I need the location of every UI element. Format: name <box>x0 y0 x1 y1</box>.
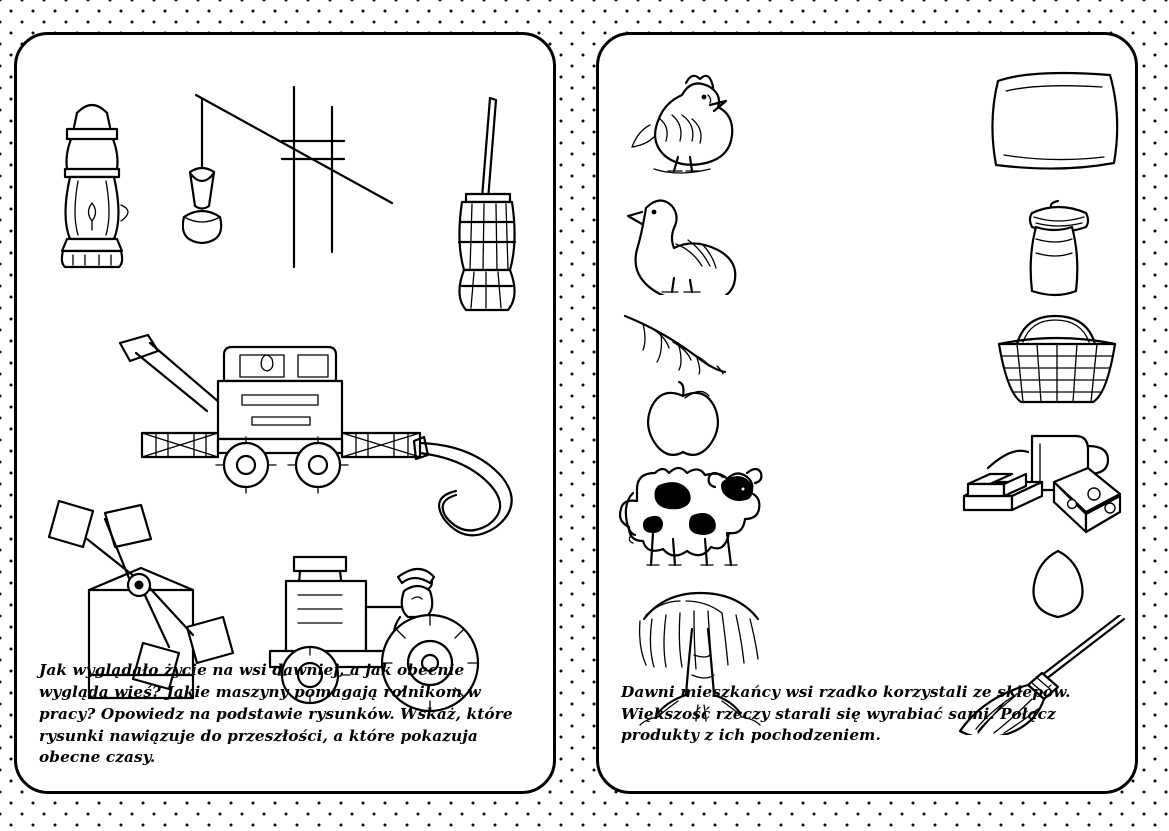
cow-illustration <box>619 455 769 575</box>
egg-illustration <box>1024 545 1094 625</box>
apple-illustration <box>639 380 729 460</box>
pillow-illustration <box>984 63 1124 181</box>
worksheet-panel-left <box>14 32 556 794</box>
wicker-basket-illustration <box>989 310 1124 415</box>
sickle-illustration <box>412 435 542 545</box>
well-sweep-illustration <box>182 77 407 287</box>
butter-milk-cheese-illustration <box>954 420 1124 535</box>
caption-right: Dawni mieszkańcy wsi rzadko korzystali ze sklepów. Większość rzeczy starali się wyrabiać sami. Połącz produkty z ich pochodzeniem. <box>621 682 1071 745</box>
worksheet-panel-right <box>596 32 1138 794</box>
combine-harvester-illustration <box>112 325 442 500</box>
caption-left: Jak wyglądało życie na wsi dawniej, a jak obecnie wygląda wieś? Jakie maszyny pomagają rolnikom w pracy? Opowiedz na podstawie rysunków. Wskaż, które rysunki nawiązuje do przeszłości, a które pokazuja obecne czasy. <box>39 661 513 767</box>
jam-jar-illustration <box>1014 195 1104 305</box>
oil-lantern-illustration <box>37 85 147 285</box>
butter-churn-illustration <box>432 90 542 320</box>
goose-illustration <box>624 190 744 295</box>
bare-branch-illustration <box>621 310 751 375</box>
hen-illustration <box>624 65 739 175</box>
